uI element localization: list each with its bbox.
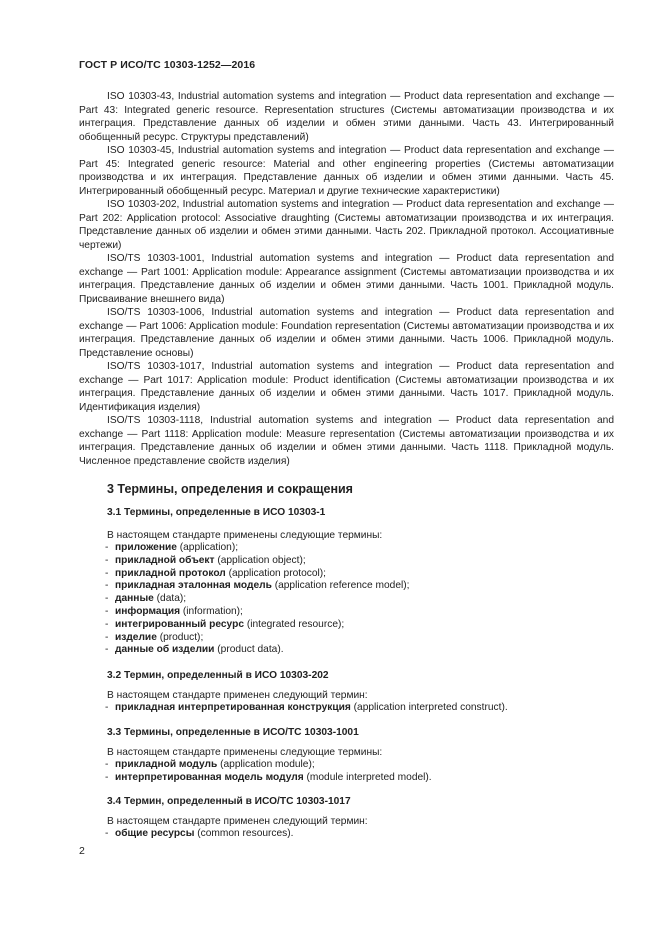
list-item [105, 759, 432, 772]
list-dash: - [105, 542, 109, 553]
list-dash: - [105, 759, 109, 770]
list-dash: - [105, 631, 109, 643]
standard-header: ГОСТ Р ИСО/ТС 10303-1252—2016 [79, 59, 256, 71]
term: прикладная интерпретированная конструкция [115, 702, 351, 713]
section-3-4-term-list [105, 828, 294, 841]
section-3-2-title: 3.2 Термин, определенный в ИСО 10303-202 [107, 670, 329, 681]
list-dash: - [105, 605, 109, 617]
reference-iso-10303-45: ISO 10303-45, Industrial automation systems and integration — Product data representation and exchange — Part 45: Integrated generic resource: Material and other engineering properties (Системы автоматизации производства и их интеграция. Представление данных об изделии и обмен этими данными. Часть 45. Интегрированный обобщенный ресурс. Материал и другие технические характеристики) [79, 145, 614, 197]
reference-iso-ts-10303-1017: ISO/TS 10303-1017, Industrial automation systems and integration — Product data representation and exchange — Part 1017: Application module: Product identification (Системы автоматизации производства и их интеграция. Представление данных об изделии и обмен этими данными. Часть 1017. Прикладной модуль. Идентификация изделия) [79, 361, 614, 413]
list-item [105, 644, 409, 657]
list-dash: - [105, 567, 109, 579]
term: прикладной модуль [115, 759, 218, 770]
term-english: (application module); [217, 759, 315, 770]
list-dash: - [105, 580, 109, 592]
normative-references [79, 90, 614, 468]
term: данные [115, 593, 154, 605]
term-english: (product); [156, 631, 204, 643]
term: интегрированный ресурс [115, 618, 244, 630]
term-english: (application protocol); [225, 567, 326, 579]
list-item [105, 702, 508, 715]
section-3-1-title: 3.1 Термины, определенные в ИСО 10303-1 [107, 507, 326, 518]
list-item [105, 568, 409, 581]
list-item [105, 619, 409, 632]
term: интерпретированная модель модуля [115, 771, 304, 783]
list-item [105, 828, 294, 841]
section-3-3-intro: В настоящем стандарте применены следующие термины: [107, 747, 383, 758]
term: общие ресурсы [115, 828, 195, 839]
section-3-4-title: 3.4 Термин, определенный в ИСО/ТС 10303-1017 [107, 796, 351, 807]
section-3-1-intro: В настоящем стандарте применены следующие термины: [107, 530, 383, 541]
list-item [105, 606, 409, 619]
list-item [105, 542, 409, 555]
term-english: (information); [180, 605, 243, 617]
reference-iso-ts-10303-1118: ISO/TS 10303-1118, Industrial automation systems and integration — Product data representation and exchange — Part 1118: Application module: Measure representation (Системы автоматизации производства и их интеграция. Представление данных об изделии и обмен этими данными. Часть 1118. Прикладной модуль. Численное представление свойств изделия) [79, 415, 614, 467]
term: информация [115, 605, 181, 617]
list-dash: - [105, 828, 109, 839]
term-english: (application object); [214, 554, 306, 566]
term: приложение [115, 542, 177, 553]
term: данные об изделии [115, 644, 215, 656]
term: изделие [115, 631, 157, 643]
list-item [105, 772, 432, 785]
reference-iso-ts-10303-1001: ISO/TS 10303-1001, Industrial automation systems and integration — Product data representation and exchange — Part 1001: Application module: Appearance assignment (Системы автоматизации производства и их интеграция. Представление данных об изделии и обмен этими данными. Часть 1001. Прикладной модуль. Присваивание внешнего вида) [79, 253, 614, 305]
list-dash: - [105, 618, 109, 630]
term-english: (module interpreted model). [303, 771, 432, 783]
section-3-1-term-list [105, 542, 409, 657]
list-dash: - [105, 593, 109, 605]
list-item [105, 580, 409, 593]
page-number: 2 [79, 845, 85, 857]
section-3-3-title: 3.3 Термины, определенные в ИСО/ТС 10303-1001 [107, 727, 359, 738]
list-dash: - [105, 554, 109, 566]
section-3-2-intro: В настоящем стандарте применен следующий термин: [107, 690, 368, 701]
term: прикладной объект [115, 554, 215, 566]
term-english: (common resources). [194, 828, 294, 839]
term-english: (application); [176, 542, 239, 553]
list-dash: - [105, 771, 109, 783]
list-item [105, 555, 409, 568]
section-3-3-term-list [105, 759, 432, 785]
section-3-4-intro: В настоящем стандарте применен следующий термин: [107, 816, 368, 827]
list-item [105, 632, 409, 645]
section-3-2-term-list [105, 702, 508, 715]
list-dash: - [105, 644, 109, 656]
list-item [105, 593, 409, 606]
reference-iso-10303-202: ISO 10303-202, Industrial automation systems and integration — Product data representation and exchange — Part 202: Application protocol: Associative draughting (Системы автоматизации производства и их интеграция. Представление данных об изделии и обмен этими данными. Часть 202. Прикладной протокол. Ассоциативные чертежи) [79, 199, 614, 251]
term-english: (product data). [214, 644, 284, 656]
term-english: (application reference model); [271, 580, 410, 592]
reference-iso-10303-43: ISO 10303-43, Industrial automation systems and integration — Product data representation and exchange — Part 43: Integrated generic resource. Representation structures (Системы автоматизации производства и их интеграция. Представление данных об изделии и обмен этими данными. Часть 43. Интегрированный обобщенный ресурс. Структуры представлений) [79, 91, 614, 143]
term: прикладная эталонная модель [115, 580, 272, 592]
term-english: (application interpreted construct). [350, 702, 508, 713]
term-english: (data); [153, 593, 187, 605]
section-3-title: 3 Термины, определения и сокращения [107, 482, 353, 496]
list-dash: - [105, 702, 109, 713]
term: прикладной протокол [115, 567, 226, 579]
reference-iso-ts-10303-1006: ISO/TS 10303-1006, Industrial automation systems and integration — Product data representation and exchange — Part 1006: Application module: Foundation representation (Системы автоматизации производства и их интеграция. Представление данных об изделии и обмен этими данными. Часть 1006. Прикладной модуль. Представление основы) [79, 307, 614, 359]
term-english: (integrated resource); [243, 618, 345, 630]
